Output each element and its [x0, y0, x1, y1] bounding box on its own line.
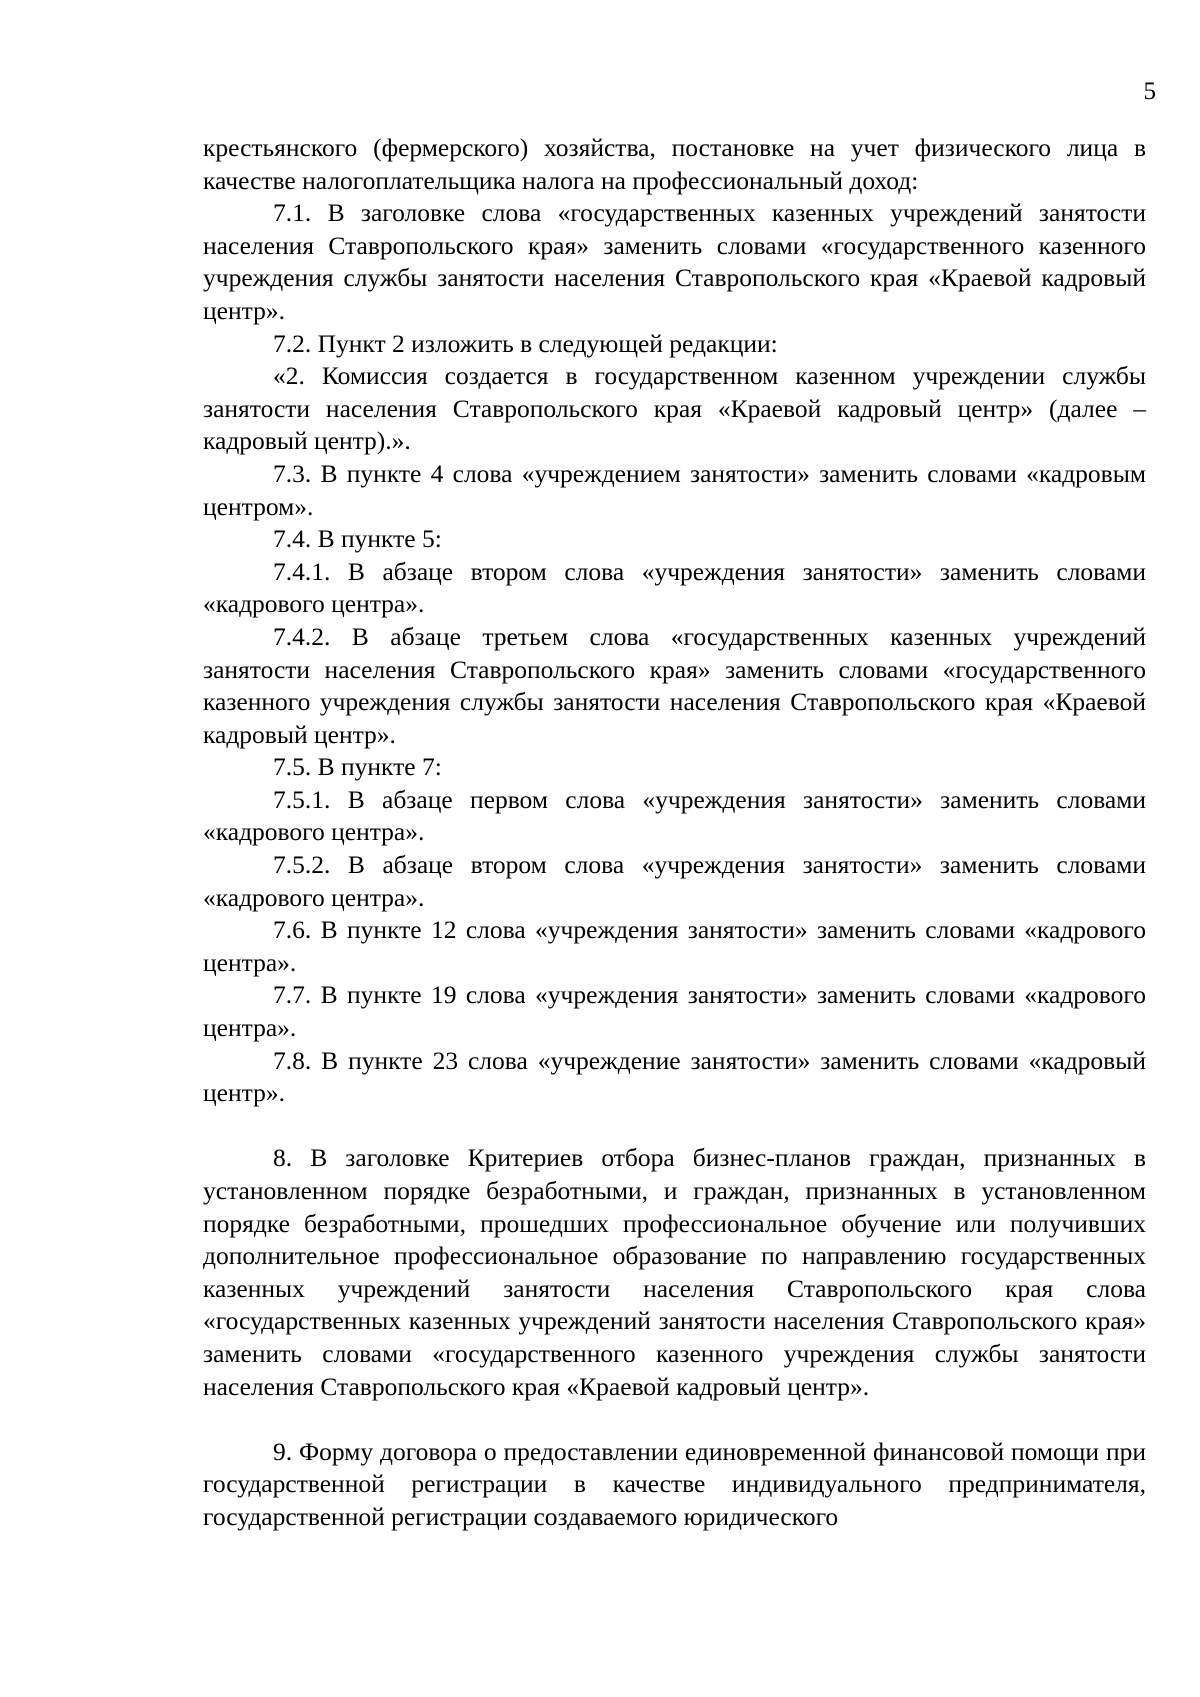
paragraph-7-6: 7.6. В пункте 12 слова «учреждения занятости» заменить словами «кадрового центра».	[203, 915, 1146, 977]
paragraph-quote-2: «2. Комиссия создается в государственном казенном учреждении службы занятости населения Ставропольского края «Краевой кадровый центр» (далее – кадровый центр).».	[203, 361, 1146, 456]
paragraph-7-7: 7.7. В пункте 19 слова «учреждения занятости» заменить словами «кадрового центра».	[203, 980, 1146, 1043]
paragraph-7-5-2: 7.5.2. В абзаце втором слова «учреждения занятости» заменить словами «кадрового центра».	[203, 850, 1146, 912]
paragraph-9: 9. Форму договора о предоставлении единовременной финансовой помощи при государственной регистрации в качестве индивидуального предпринимателя, государственной регистрации создаваемого юридического	[203, 1436, 1146, 1531]
paragraph-7-1: 7.1. В заголовке слова «государственных казенных учреждений занятости населения Ставропольского края» заменить словами «государственного казенного учреждения службы занятости населения Ставропольского края «Краевой кадровый центр».	[203, 198, 1146, 325]
paragraph-7-8: 7.8. В пункте 23 слова «учреждение занятости» заменить словами «кадровый центр».	[203, 1045, 1146, 1108]
paragraph-7-4-2: 7.4.2. В абзаце третьем слова «государственных казенных учреждений занятости населения Ставропольского края» заменить словами «государственного казенного учреждения службы занятости населения Ставропольского края «Краевой кадровый центр».	[203, 621, 1146, 749]
paragraph-7-5: 7.5. В пункте 7:	[273, 752, 442, 782]
page-number: 5	[1143, 78, 1156, 105]
paragraph-8: 8. В заголовке Критериев отбора бизнес-планов граждан, признанных в установленном порядке безработными, и граждан, признанных в установленном порядке безработными, прошедших профессиональное обучение или получивших дополнительное профессиональное образование по направлению государственных казенных учреждений занятости населения Ставропольского края слова «государственных казенных учреждений занятости населения Ставропольского края» заменить словами «государственного казенного учреждения службы занятости населения Ставропольского края «Краевой кадровый центр».	[203, 1143, 1146, 1401]
paragraph-7-2: 7.2. Пункт 2 изложить в следующей редакции:	[273, 328, 778, 358]
paragraph-continuation: крестьянского (фермерского) хозяйства, постановке на учет физического лица в качестве налогоплательщика налога на профессиональный доход:	[203, 133, 1146, 195]
paragraph-7-4: 7.4. В пункте 5:	[273, 524, 442, 554]
paragraph-7-5-1: 7.5.1. В абзаце первом слова «учреждения занятости» заменить словами «кадрового центра».	[203, 784, 1146, 847]
paragraph-7-3: 7.3. В пункте 4 слова «учреждением занятости» заменить словами «кадровым центром».	[203, 458, 1146, 521]
document-body	[203, 132, 1146, 1534]
paragraph-7-4-1: 7.4.1. В абзаце втором слова «учреждения занятости» заменить словами «кадрового центра».	[203, 556, 1146, 619]
